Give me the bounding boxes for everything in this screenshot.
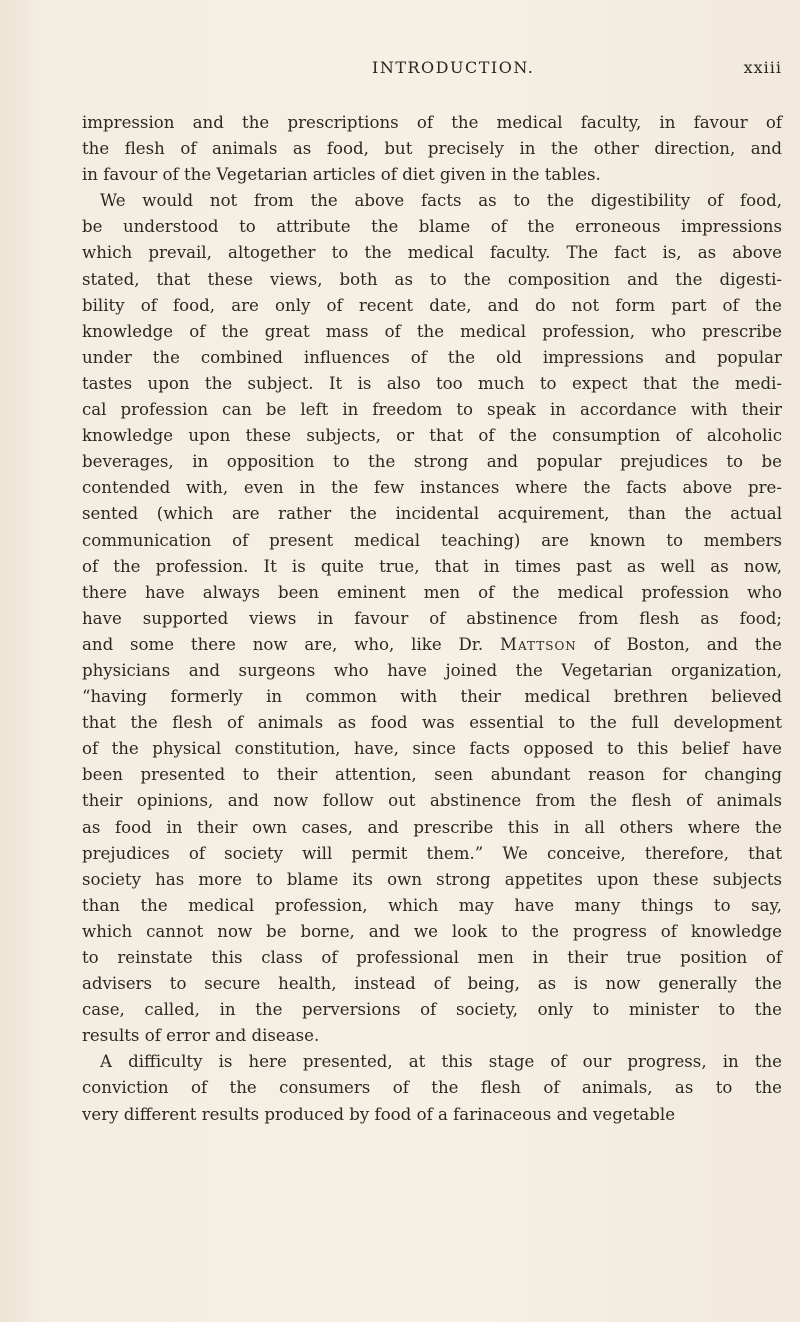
running-title: INTRODUCTION. bbox=[372, 58, 535, 77]
text-line: tastes upon the subject. It is also too much to expect that the medi- bbox=[82, 373, 782, 393]
body-text bbox=[82, 110, 782, 1128]
text-line: under the combined influences of the old impressions and popular bbox=[82, 347, 782, 367]
text-line: that the flesh of animals as food was essential to the full development bbox=[82, 713, 782, 733]
text-line: We would not from the above facts as to the digestibility of food, bbox=[100, 191, 782, 211]
text-line: the flesh of animals as food, but precisely in the other direction, and bbox=[82, 139, 782, 159]
text-line: impression and the prescriptions of the medical faculty, in favour of bbox=[82, 113, 782, 132]
text-line: physicians and surgeons who have joined the Vegetarian organization, bbox=[82, 660, 782, 680]
text-line: society has more to blame its own strong appetites upon these subjects bbox=[82, 869, 782, 889]
text-line: their opinions, and now follow out abstinence from the flesh of animals bbox=[82, 791, 782, 811]
text-line: bility of food, are only of recent date, and do not form part of the bbox=[82, 295, 782, 315]
text-line: cal profession can be left in freedom to speak in accordance with their bbox=[82, 400, 782, 420]
text-line: communication of present medical teaching) are known to members bbox=[82, 530, 782, 550]
text-line: been presented to their attention, seen abundant reason for changing bbox=[82, 765, 782, 785]
text-line: which prevail, altogether to the medical faculty. The fact is, as above bbox=[82, 243, 782, 263]
paragraph bbox=[82, 1049, 782, 1127]
text-line: advisers to secure health, instead of being, as is now generally the bbox=[82, 974, 782, 994]
paragraph bbox=[82, 110, 782, 188]
text-line: very different results produced by food of a farinaceous and vegetable bbox=[82, 1104, 676, 1124]
text-line: prejudices of society will permit them.” We conceive, therefore, that bbox=[82, 843, 782, 863]
text-line: stated, that these views, both as to the composition and the digesti- bbox=[82, 269, 782, 289]
page-number: xxiii bbox=[743, 58, 782, 77]
text-line: have supported views in favour of abstinence from flesh as food; bbox=[82, 608, 782, 628]
text-line: which cannot now be borne, and we look to the progress of knowledge bbox=[82, 921, 782, 941]
text-line: contended with, even in the few instances where the facts above pre- bbox=[82, 478, 782, 498]
small-caps-name: Mattson bbox=[500, 634, 577, 654]
text-line: beverages, in opposition to the strong and popular prejudices to be bbox=[82, 452, 782, 472]
text-line: A difficulty is here presented, at this stage of our progress, in the bbox=[100, 1052, 782, 1072]
text-line: sented (which are rather the incidental acquirement, than the actual bbox=[82, 504, 782, 524]
text-line: and some there now are, who, like Dr. Mattson of Boston, and the bbox=[82, 634, 782, 654]
text-line: of the physical constitution, have, since facts opposed to this belief have bbox=[82, 739, 782, 759]
text-line: case, called, in the perversions of society, only to minister to the bbox=[82, 1000, 782, 1020]
text-line: there have always been eminent men of the medical profession who bbox=[82, 582, 782, 602]
text-line: be understood to attribute the blame of the erroneous impressions bbox=[82, 217, 782, 237]
text-line: than the medical profession, which may have many things to say, bbox=[82, 895, 782, 915]
text-line: to reinstate this class of professional men in their true position of bbox=[82, 948, 782, 967]
text-line: knowledge upon these subjects, or that of the consumption of alcoholic bbox=[82, 426, 782, 446]
text-line: knowledge of the great mass of the medical profession, who prescribe bbox=[82, 321, 782, 341]
running-head bbox=[82, 58, 782, 88]
text-line: “having formerly in common with their medical brethren believed bbox=[82, 687, 782, 707]
text-line: as food in their own cases, and prescribe this in all others where the bbox=[82, 817, 782, 837]
text-line: in favour of the Vegetarian articles of diet given in the tables. bbox=[82, 165, 601, 185]
paragraph bbox=[82, 188, 782, 1049]
text-line: results of error and disease. bbox=[82, 1026, 320, 1046]
text-line: of the profession. It is quite true, that in times past as well as now, bbox=[82, 556, 782, 576]
text-line: conviction of the consumers of the flesh of animals, as to the bbox=[82, 1078, 782, 1098]
